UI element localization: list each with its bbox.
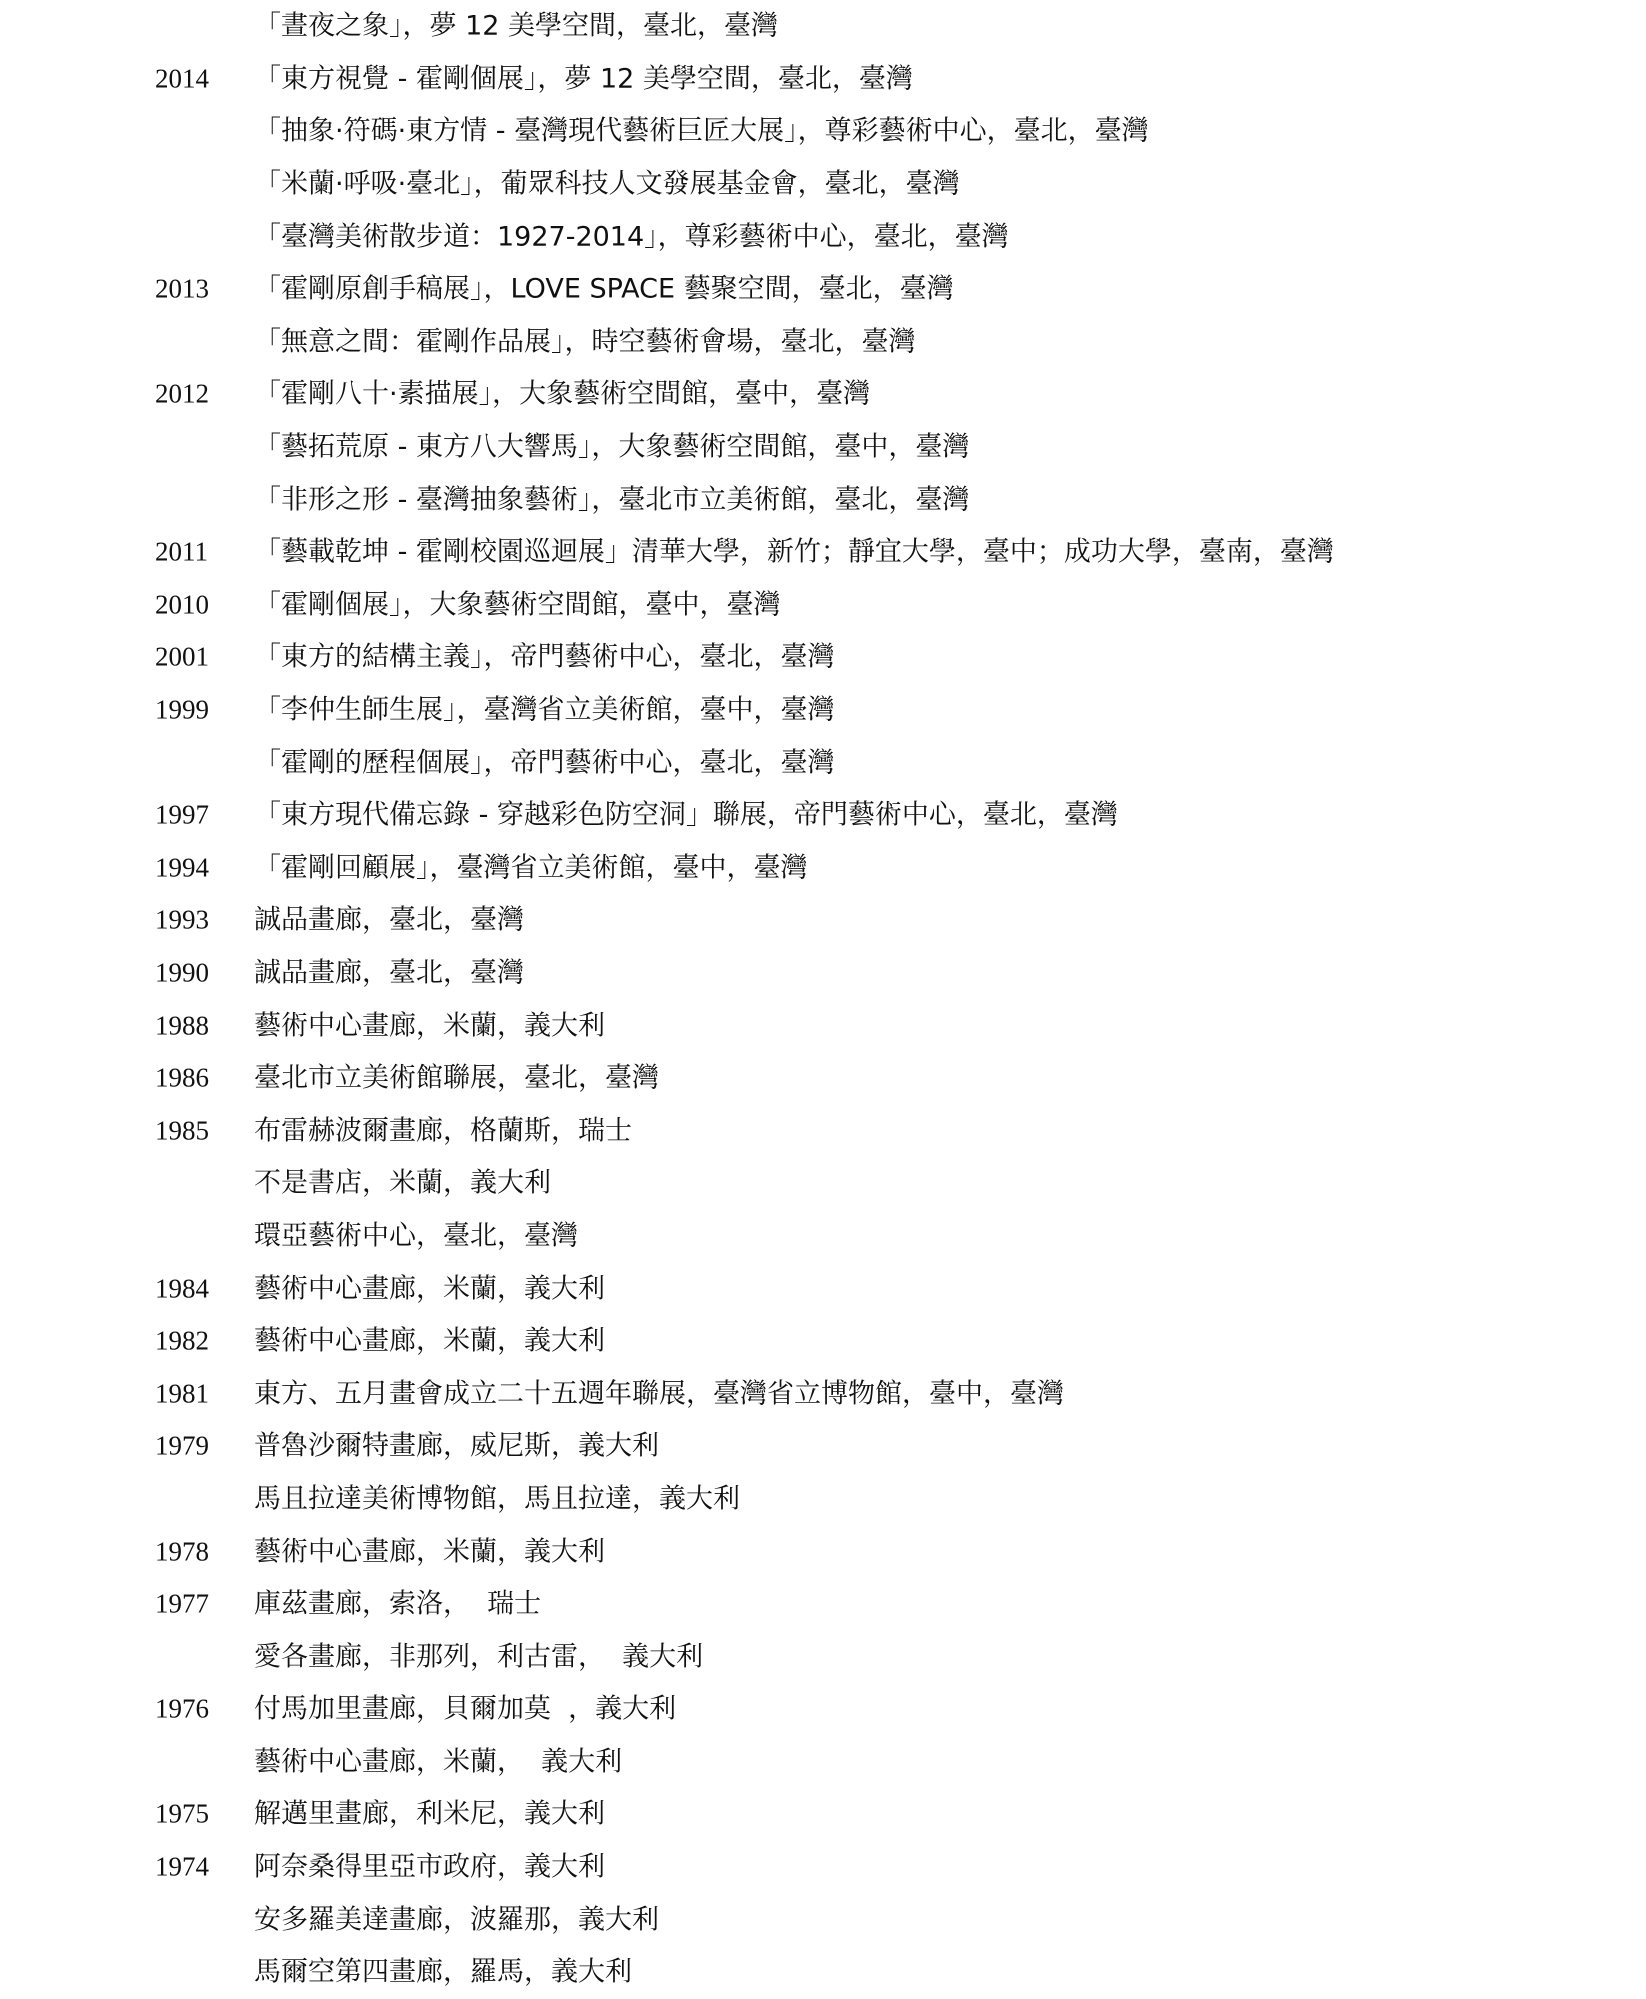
exhibition-row	[0, 1630, 1646, 1683]
exhibition-row	[0, 158, 1646, 211]
exhibition-row	[0, 1367, 1646, 1420]
exhibition-row	[0, 1736, 1646, 1789]
exhibition-row	[0, 1578, 1646, 1631]
exhibition-row	[0, 1473, 1646, 1526]
exhibition-entry: 「抽象·符碼·東方情 - 臺灣現代藝術巨匠大展」，尊彩藝術中心，臺北，臺灣	[254, 115, 1149, 147]
exhibition-entry: 「東方視覺 - 霍剛個展」，夢 12 美學空間，臺北，臺灣	[254, 63, 913, 95]
exhibition-entry: 馬爾空第四畫廊，羅馬，義大利	[254, 1956, 632, 1988]
exhibition-entry: 藝術中心畫廊，米蘭，義大利	[254, 1273, 605, 1305]
exhibition-row	[0, 263, 1646, 316]
exhibition-entry: 馬且拉達美術博物館，馬且拉達，義大利	[254, 1483, 740, 1515]
exhibition-year: 2012	[155, 378, 209, 409]
exhibition-row	[0, 1788, 1646, 1841]
exhibition-entry: 庫茲畫廊，索洛， 瑞士	[254, 1588, 542, 1620]
exhibition-year: 1997	[155, 799, 209, 830]
exhibition-entry: 「霍剛回顧展」，臺灣省立美術館，臺中，臺灣	[254, 852, 808, 884]
exhibition-row	[0, 999, 1646, 1052]
exhibition-entry: 付馬加里畫廊，貝爾加莫 ，義大利	[254, 1693, 677, 1725]
exhibition-row	[0, 1052, 1646, 1105]
exhibition-entry: 「臺灣美術散步道：1927-2014」，尊彩藝術中心，臺北，臺灣	[254, 221, 1009, 253]
exhibition-row	[0, 579, 1646, 632]
exhibition-row	[0, 53, 1646, 106]
exhibition-year: 1974	[155, 1851, 209, 1882]
exhibition-entry: 阿奈桑得里亞市政府，義大利	[254, 1851, 605, 1883]
exhibition-entry: 「藝拓荒原 - 東方八大響馬」，大象藝術空間館，臺中，臺灣	[254, 431, 970, 463]
exhibition-entry: 「東方的結構主義」，帝門藝術中心，臺北，臺灣	[254, 641, 835, 673]
exhibition-year: 1993	[155, 904, 209, 935]
exhibition-year: 1994	[155, 852, 209, 883]
exhibition-year: 1984	[155, 1273, 209, 1304]
exhibition-row	[0, 1683, 1646, 1736]
exhibition-entry: 「霍剛原創手稿展」，LOVE SPACE 藝聚空間，臺北，臺灣	[254, 273, 954, 305]
exhibition-entry: 藝術中心畫廊，米蘭，義大利	[254, 1010, 605, 1042]
exhibition-row	[0, 368, 1646, 421]
exhibition-entry: 解邁里畫廊，利米尼，義大利	[254, 1798, 605, 1830]
exhibition-entry: 誠品畫廊，臺北，臺灣	[254, 904, 524, 936]
exhibition-row	[0, 789, 1646, 842]
exhibition-row	[0, 894, 1646, 947]
exhibition-year: 1976	[155, 1693, 209, 1724]
exhibition-row	[0, 1946, 1646, 1999]
exhibition-entry: 不是書店，米蘭，義大利	[254, 1167, 551, 1199]
exhibition-entry: 藝術中心畫廊，米蘭， 義大利	[254, 1746, 623, 1778]
exhibition-row	[0, 473, 1646, 526]
exhibition-year: 1999	[155, 694, 209, 725]
exhibition-row	[0, 1262, 1646, 1315]
exhibition-row	[0, 1157, 1646, 1210]
exhibition-year: 1977	[155, 1588, 209, 1619]
exhibition-row	[0, 1315, 1646, 1368]
exhibition-entry: 普魯沙爾特畫廊，威尼斯，義大利	[254, 1430, 659, 1462]
exhibition-year: 1978	[155, 1536, 209, 1567]
exhibition-entry: 臺北市立美術館聯展，臺北，臺灣	[254, 1062, 659, 1094]
exhibition-entry: 「非形之形 - 臺灣抽象藝術」，臺北市立美術館，臺北，臺灣	[254, 484, 970, 516]
exhibition-entry: 「米蘭·呼吸·臺北」，葡眾科技人文發展基金會，臺北，臺灣	[254, 168, 960, 200]
exhibition-entry: 愛各畫廊，非那列，利古雷， 義大利	[254, 1641, 704, 1673]
exhibition-entry: 「藝載乾坤 - 霍剛校園巡迴展」清華大學，新竹；靜宜大學，臺中；成功大學，臺南，臺灣	[254, 536, 1334, 568]
exhibition-row	[0, 842, 1646, 895]
exhibition-entry: 布雷赫波爾畫廊，格蘭斯，瑞士	[254, 1115, 632, 1147]
exhibition-year: 1986	[155, 1062, 209, 1093]
exhibition-row	[0, 1841, 1646, 1894]
exhibition-row	[0, 210, 1646, 263]
exhibition-year: 1975	[155, 1798, 209, 1829]
exhibition-year: 1985	[155, 1115, 209, 1146]
exhibition-entry: 「東方現代備忘錄 - 穿越彩色防空洞」聯展，帝門藝術中心，臺北，臺灣	[254, 799, 1118, 831]
exhibition-entry: 東方、五月畫會成立二十五週年聯展，臺灣省立博物館，臺中，臺灣	[254, 1378, 1064, 1410]
exhibition-entry: 「霍剛個展」，大象藝術空間館，臺中，臺灣	[254, 589, 781, 621]
exhibition-row	[0, 1420, 1646, 1473]
exhibition-row	[0, 105, 1646, 158]
exhibition-row	[0, 1893, 1646, 1946]
exhibition-row	[0, 736, 1646, 789]
exhibition-year: 1981	[155, 1378, 209, 1409]
exhibition-entry: 環亞藝術中心，臺北，臺灣	[254, 1220, 578, 1252]
exhibition-entry: 藝術中心畫廊，米蘭，義大利	[254, 1536, 605, 1568]
exhibition-entry: 藝術中心畫廊，米蘭，義大利	[254, 1325, 605, 1357]
exhibition-year: 2011	[155, 536, 208, 567]
exhibition-row	[0, 1104, 1646, 1157]
exhibition-row	[0, 526, 1646, 579]
exhibition-year: 1982	[155, 1325, 209, 1356]
exhibition-year: 2010	[155, 589, 209, 620]
exhibition-row	[0, 316, 1646, 369]
exhibition-row	[0, 1210, 1646, 1263]
exhibition-entry: 安多羅美達畫廊，波羅那，義大利	[254, 1904, 659, 1936]
exhibition-entry: 「霍剛的歷程個展」，帝門藝術中心，臺北，臺灣	[254, 747, 835, 779]
exhibition-entry: 「晝夜之象」，夢 12 美學空間，臺北，臺灣	[254, 10, 779, 42]
exhibition-row	[0, 631, 1646, 684]
exhibition-row	[0, 1525, 1646, 1578]
exhibition-year: 1979	[155, 1430, 209, 1461]
exhibition-year: 2001	[155, 641, 209, 672]
exhibition-row	[0, 684, 1646, 737]
exhibition-entry: 「無意之間：霍剛作品展」，時空藝術會場，臺北，臺灣	[254, 326, 916, 358]
exhibition-year: 2014	[155, 63, 209, 94]
exhibition-entry: 「李仲生師生展」，臺灣省立美術館，臺中，臺灣	[254, 694, 835, 726]
exhibition-row	[0, 421, 1646, 474]
exhibition-entry: 「霍剛八十·素描展」，大象藝術空間館，臺中，臺灣	[254, 378, 871, 410]
exhibition-year: 1990	[155, 957, 209, 988]
exhibition-row	[0, 947, 1646, 1000]
exhibition-entry: 誠品畫廊，臺北，臺灣	[254, 957, 524, 989]
exhibition-row	[0, 0, 1646, 53]
exhibition-year: 2013	[155, 273, 209, 304]
exhibition-year: 1988	[155, 1010, 209, 1041]
